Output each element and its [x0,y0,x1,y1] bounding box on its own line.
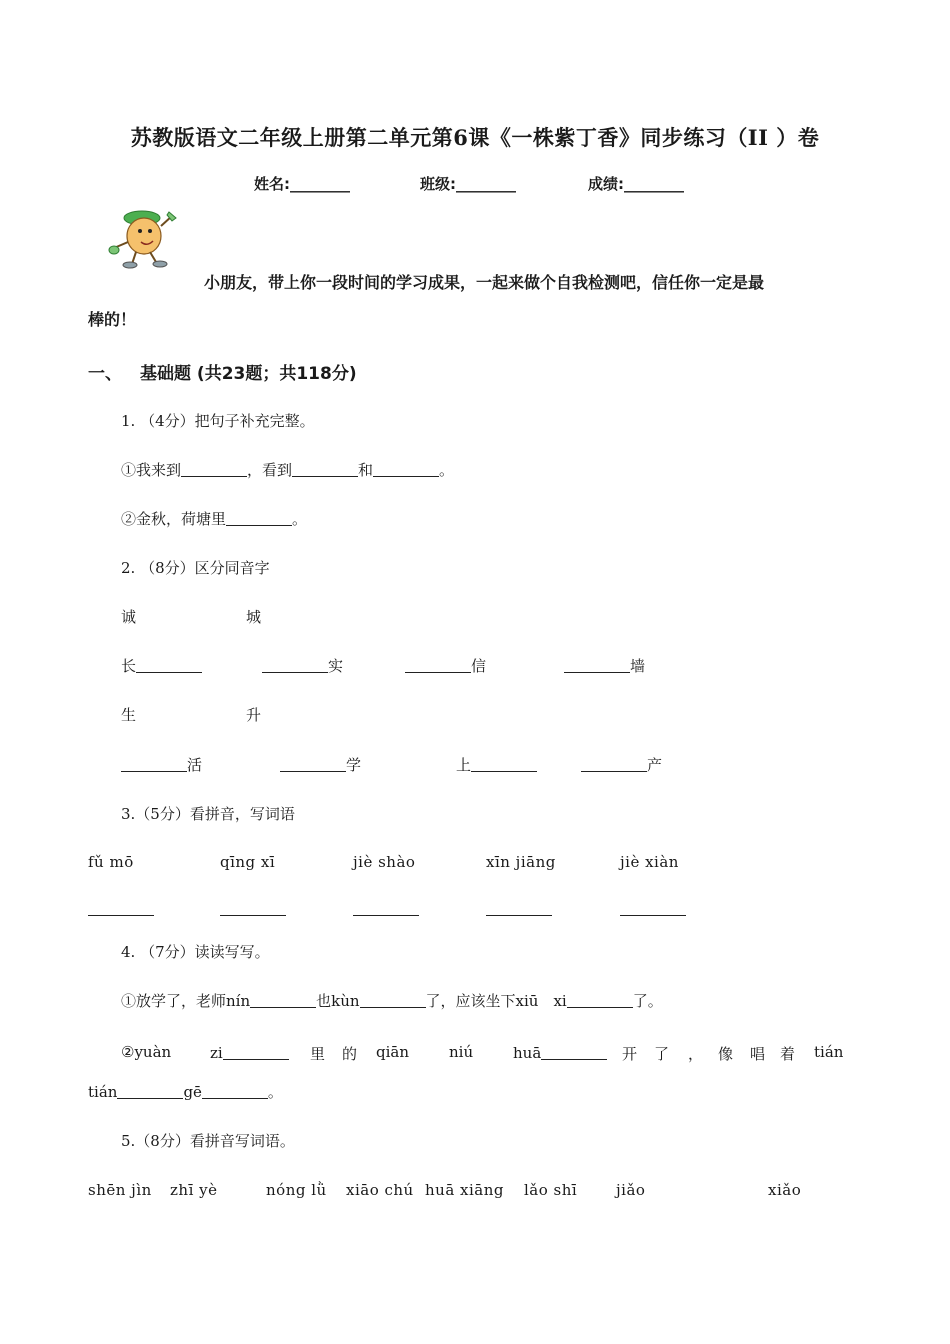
answer-blank [405,656,471,673]
answer-blank [581,755,647,772]
answer-blank [471,755,537,772]
q2-char: 信 [471,657,487,675]
question-3-stem: 3.（5分）看拼音，写词语 [121,805,295,823]
q2-char: 活 [187,756,203,774]
question-2-stem: 2. （8分）区分同音字 [121,559,270,577]
q4-text: 里 [310,1045,326,1063]
q2-char: 墙 [630,657,646,675]
q4-text: 也kùn [316,992,360,1010]
question-4-line-3 [88,1081,283,1102]
q4-text: qiān [376,1043,410,1061]
answer-blank [121,755,187,772]
question-1-line-1 [121,459,454,480]
q4-text: 唱 [750,1045,766,1063]
q3-pinyin: jiè shào [353,853,416,871]
q1-text: 。 [292,510,308,528]
q2-item [121,754,202,775]
answer-blank [360,991,426,1008]
class-label: 班级: [420,175,456,193]
q4-item [210,1043,289,1062]
answer-blank [564,656,630,673]
q2-char: 诚 [121,608,137,626]
name-label: 姓名: [254,175,290,193]
answer-blank [541,1043,607,1060]
question-5-stem: 5.（8分）看拼音写词语。 [121,1132,295,1150]
answer-blank [202,1082,268,1099]
q2-item [280,754,361,775]
question-1-line-2 [121,508,307,529]
q2-item [456,754,537,775]
q4-item [513,1043,607,1062]
answer-blank [117,1082,183,1099]
q5-pinyin: jiǎo [616,1181,646,1199]
q2-item [581,754,662,775]
q2-char: 实 [328,657,344,675]
q2-char: 学 [346,756,362,774]
section-number: 一、 [88,364,122,384]
q5-pinyin: shēn jìn [88,1181,152,1199]
page-title: 苏教版语文二年级上册第二单元第6课《一株紫丁香》同步练习（II ）卷 [130,125,820,150]
intro-line-1: 小朋友，带上你一段时间的学习成果，一起来做个自我检测吧，信任你一定是最 [204,273,765,292]
intro-line-2: 棒的！ [88,310,137,329]
q4-text: 开 [622,1045,638,1063]
q1-text: 和 [358,461,374,479]
q1-text: ①我来到 [121,461,182,479]
q4-text: ①放学了，老师nín [121,992,251,1010]
q4-text: tián [88,1083,118,1101]
q2-char: 城 [246,608,262,626]
section-heading [88,359,357,384]
mascot-illustration [106,204,188,270]
class-field [420,173,516,194]
question-4-stem: 4. （7分）读读写写。 [121,943,270,961]
q4-text: ， [688,1045,704,1063]
q4-text: 的 [342,1045,358,1063]
q3-pinyin: xīn jiāng [486,853,556,871]
answer-blank [353,898,419,918]
answer-blank [220,898,286,918]
q1-text: 。 [439,461,455,479]
q4-text: huā [513,1043,542,1062]
answer-blank [373,460,439,477]
q1-text: ，看到 [247,461,293,479]
q4-text: tián [814,1043,844,1061]
q4-text: 像 [718,1045,734,1063]
q2-char: 生 [121,706,137,724]
answer-blank [292,460,358,477]
q2-char: 上 [456,756,472,774]
answer-blank [250,991,316,1008]
answer-blank [226,509,292,526]
q3-pinyin: jiè xiàn [620,853,679,871]
answer-blank [620,898,686,918]
q2-item [121,655,202,676]
q5-pinyin: xiāo chú [346,1181,414,1199]
q4-text: zi [210,1043,223,1062]
q5-pinyin: lǎo shī [524,1181,578,1199]
name-field [254,173,350,194]
q4-text: 了 [654,1045,670,1063]
score-blank: ________ [624,175,684,193]
answer-blank [262,656,328,673]
name-blank: ________ [290,175,350,193]
q3-pinyin: qīng xī [220,853,276,871]
q2-char: 产 [647,756,663,774]
q4-text: niú [449,1043,474,1061]
q4-text: 了，应该坐下xiū xi [425,992,567,1010]
q4-text: 着 [780,1045,796,1063]
class-blank: ________ [456,175,516,193]
answer-blank [88,898,154,918]
q5-pinyin: xiǎo [768,1181,802,1199]
q4-text: ②yuàn [121,1043,172,1061]
answer-blank [567,991,633,1008]
answer-blank [136,656,202,673]
q4-text: 。 [267,1083,283,1101]
q5-pinyin: huā xiāng [425,1181,504,1199]
score-label: 成绩: [588,175,624,193]
q2-char: 升 [246,706,262,724]
q2-char: 长 [121,657,137,675]
answer-blank [223,1043,289,1060]
answer-blank [181,460,247,477]
score-field [588,173,684,194]
question-1-stem: 1. （4分）把句子补充完整。 [121,412,315,430]
q4-text: 了。 [632,992,663,1010]
answer-blank [486,898,552,918]
q2-item [564,655,645,676]
q4-text: gē [183,1083,202,1101]
q5-pinyin: nóng lǜ [266,1181,327,1199]
question-4-line-1 [121,990,663,1011]
q3-pinyin: fǔ mō [88,853,134,871]
answer-blank [280,755,346,772]
section-title: 基础题 (共23题；共118分) [140,364,357,384]
q1-text: ②金秋，荷塘里 [121,510,227,528]
q5-pinyin: zhī yè [170,1181,218,1199]
q2-item [405,655,486,676]
q2-item [262,655,343,676]
